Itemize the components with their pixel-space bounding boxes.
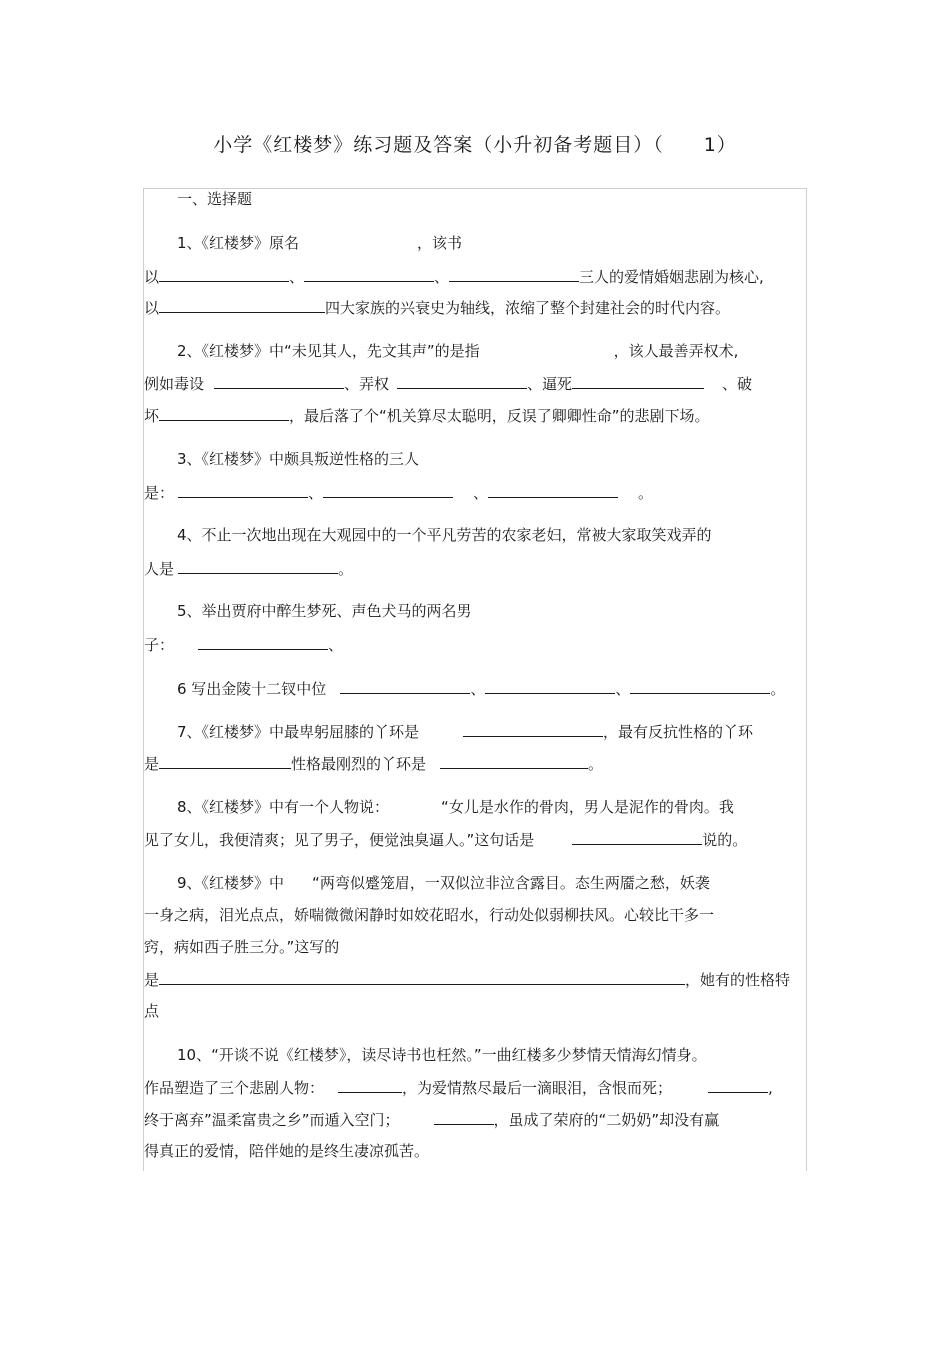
question-3-line-2 bbox=[144, 482, 653, 503]
question-7-line-1 bbox=[177, 721, 753, 742]
answer-blank[interactable] bbox=[440, 753, 588, 769]
question-1-line-1 bbox=[177, 233, 462, 253]
question-9-line-1 bbox=[177, 873, 710, 893]
answer-blank[interactable] bbox=[488, 482, 618, 498]
text: ，最有反抗性格的丫环 bbox=[603, 723, 754, 741]
answer-blank[interactable] bbox=[449, 266, 579, 282]
text: 、 bbox=[308, 484, 324, 502]
text: 例如毒设 bbox=[144, 375, 205, 393]
question-10-line-1: 10、“开谈不说《红楼梦》，读尽诗书也枉然。”一曲红楼多少梦情天情海幻情身。 bbox=[177, 1046, 707, 1064]
answer-blank[interactable] bbox=[338, 1077, 402, 1093]
text: 见了女儿，我便清爽；见了男子，便觉浊臭逼人。”这句话是 bbox=[144, 831, 535, 849]
text: 说的。 bbox=[702, 831, 748, 849]
text: 9、《红楼梦》中 bbox=[177, 874, 285, 892]
text: ，为爱情熬尽最后一滴眼泪，含恨而死； bbox=[402, 1079, 673, 1097]
section-heading: 一、选择题 bbox=[177, 190, 253, 208]
text: ，该人最善弄权术, bbox=[613, 342, 739, 360]
text: 7、《红楼梦》中最卑躬屈膝的丫环是 bbox=[177, 723, 420, 741]
text: 是 bbox=[144, 971, 160, 989]
question-9-line-4 bbox=[144, 969, 790, 990]
question-5-line-2 bbox=[144, 634, 343, 655]
answer-blank[interactable] bbox=[159, 969, 685, 985]
answer-blank[interactable] bbox=[159, 405, 289, 421]
text: 1、《红楼梦》原名 bbox=[177, 234, 300, 252]
question-10-line-2 bbox=[144, 1077, 773, 1098]
text: 是 bbox=[144, 755, 160, 773]
question-6-line-1 bbox=[177, 678, 785, 699]
answer-blank[interactable] bbox=[159, 753, 291, 769]
text: 、 bbox=[473, 484, 489, 502]
answer-blank[interactable] bbox=[304, 266, 434, 282]
text: 四大家族的兴衰史为轴线，浓缩了整个封建社会的时代内容。 bbox=[325, 299, 731, 317]
text: 、 bbox=[289, 268, 305, 286]
question-9-line-5: 点 bbox=[144, 1002, 160, 1020]
question-8-line-2 bbox=[144, 829, 747, 850]
question-4-line-2 bbox=[144, 558, 353, 579]
text: 。 bbox=[338, 560, 354, 578]
answer-blank[interactable] bbox=[485, 678, 615, 694]
question-1-line-3 bbox=[144, 297, 730, 318]
text: “女儿是水作的骨肉，男人是泥作的骨肉。我 bbox=[441, 798, 734, 816]
answer-blank[interactable] bbox=[178, 482, 308, 498]
text: 三人的爱情婚姻悲剧为核心, bbox=[579, 268, 764, 286]
question-3-line-1: 3、《红楼梦》中颇具叛逆性格的三人 bbox=[177, 450, 420, 468]
answer-blank[interactable] bbox=[397, 373, 527, 389]
text: 子： bbox=[144, 636, 175, 654]
answer-blank[interactable] bbox=[214, 373, 344, 389]
question-9-line-2: 一身之病，泪光点点，娇喘微微闲静时如姣花昭水，行动处似弱柳扶风。心较比干多一 bbox=[144, 906, 715, 924]
question-4-line-1: 4、不止一次地出现在大观园中的一个平凡劳苦的农家老妇，常被大家取笑戏弄的 bbox=[177, 526, 712, 544]
answer-blank[interactable] bbox=[708, 1077, 768, 1093]
answer-blank[interactable] bbox=[572, 373, 704, 389]
answer-blank[interactable] bbox=[434, 1109, 494, 1125]
text: 作品塑造了三个悲剧人物： bbox=[144, 1079, 325, 1097]
text: 是： bbox=[144, 484, 175, 502]
text: ，虽成了荣府的“二奶奶”却没有赢 bbox=[493, 1111, 720, 1129]
answer-blank[interactable] bbox=[572, 829, 702, 845]
text: 终于离弃”温柔富贵之乡”而遁入空门； bbox=[144, 1111, 400, 1129]
question-2-line-1 bbox=[177, 341, 738, 361]
question-2-line-3 bbox=[144, 405, 710, 426]
question-10-line-4: 得真正的爱情，陪伴她的是终生凄凉孤苦。 bbox=[144, 1142, 430, 1160]
answer-blank[interactable] bbox=[178, 558, 338, 574]
frame-border-right bbox=[806, 188, 807, 1171]
answer-blank[interactable] bbox=[323, 482, 453, 498]
question-1-line-2 bbox=[144, 266, 764, 287]
question-5-line-1: 5、举出贾府中醉生梦死、声色犬马的两名男 bbox=[177, 602, 472, 620]
text: 、弄权 bbox=[344, 375, 390, 393]
text: 。 bbox=[588, 755, 604, 773]
text: 人是 bbox=[144, 560, 175, 578]
text: 2、《红楼梦》中“未见其人，先文其声”的是指 bbox=[177, 342, 480, 360]
text: 8、《红楼梦》中有一个人物说： bbox=[177, 798, 390, 816]
text: ，该书 bbox=[417, 234, 463, 252]
text: ，最后落了个“机关算尽太聪明，反误了卿卿性命”的悲剧下场。 bbox=[289, 407, 710, 425]
answer-blank[interactable] bbox=[198, 634, 328, 650]
frame-border-left bbox=[143, 188, 144, 1171]
text: 、 bbox=[615, 680, 631, 698]
question-10-line-3 bbox=[144, 1109, 719, 1130]
text: 。 bbox=[770, 680, 786, 698]
answer-blank[interactable] bbox=[159, 266, 289, 282]
text: 、破 bbox=[722, 375, 753, 393]
text: 。 bbox=[638, 484, 654, 502]
text: 以 bbox=[144, 268, 160, 286]
question-8-line-1 bbox=[177, 797, 734, 817]
question-2-line-2 bbox=[144, 373, 752, 394]
text: 、 bbox=[328, 636, 344, 654]
answer-blank[interactable] bbox=[340, 678, 470, 694]
answer-blank[interactable] bbox=[159, 297, 325, 313]
text: ，她有的性格特 bbox=[685, 971, 791, 989]
answer-blank[interactable] bbox=[463, 721, 603, 737]
question-7-line-2 bbox=[144, 753, 603, 774]
text: “两弯似蹙笼眉，一双似泣非泣含露目。态生两靥之愁，妖袭 bbox=[312, 874, 710, 892]
text: 6 写出金陵十二钗中位 bbox=[177, 680, 327, 698]
text: 、逼死 bbox=[527, 375, 573, 393]
text: 性格最刚烈的丫环是 bbox=[291, 755, 427, 773]
text: 、 bbox=[470, 680, 486, 698]
text: 、 bbox=[434, 268, 450, 286]
answer-blank[interactable] bbox=[630, 678, 770, 694]
text: 坏 bbox=[144, 407, 160, 425]
page-title: 小学《红楼梦》练习题及答案（小升初备考题目）（ 1） bbox=[213, 134, 737, 156]
text: , bbox=[768, 1079, 773, 1097]
text: 以 bbox=[144, 299, 160, 317]
question-9-line-3: 窍，病如西子胜三分。”这写的 bbox=[144, 938, 340, 956]
